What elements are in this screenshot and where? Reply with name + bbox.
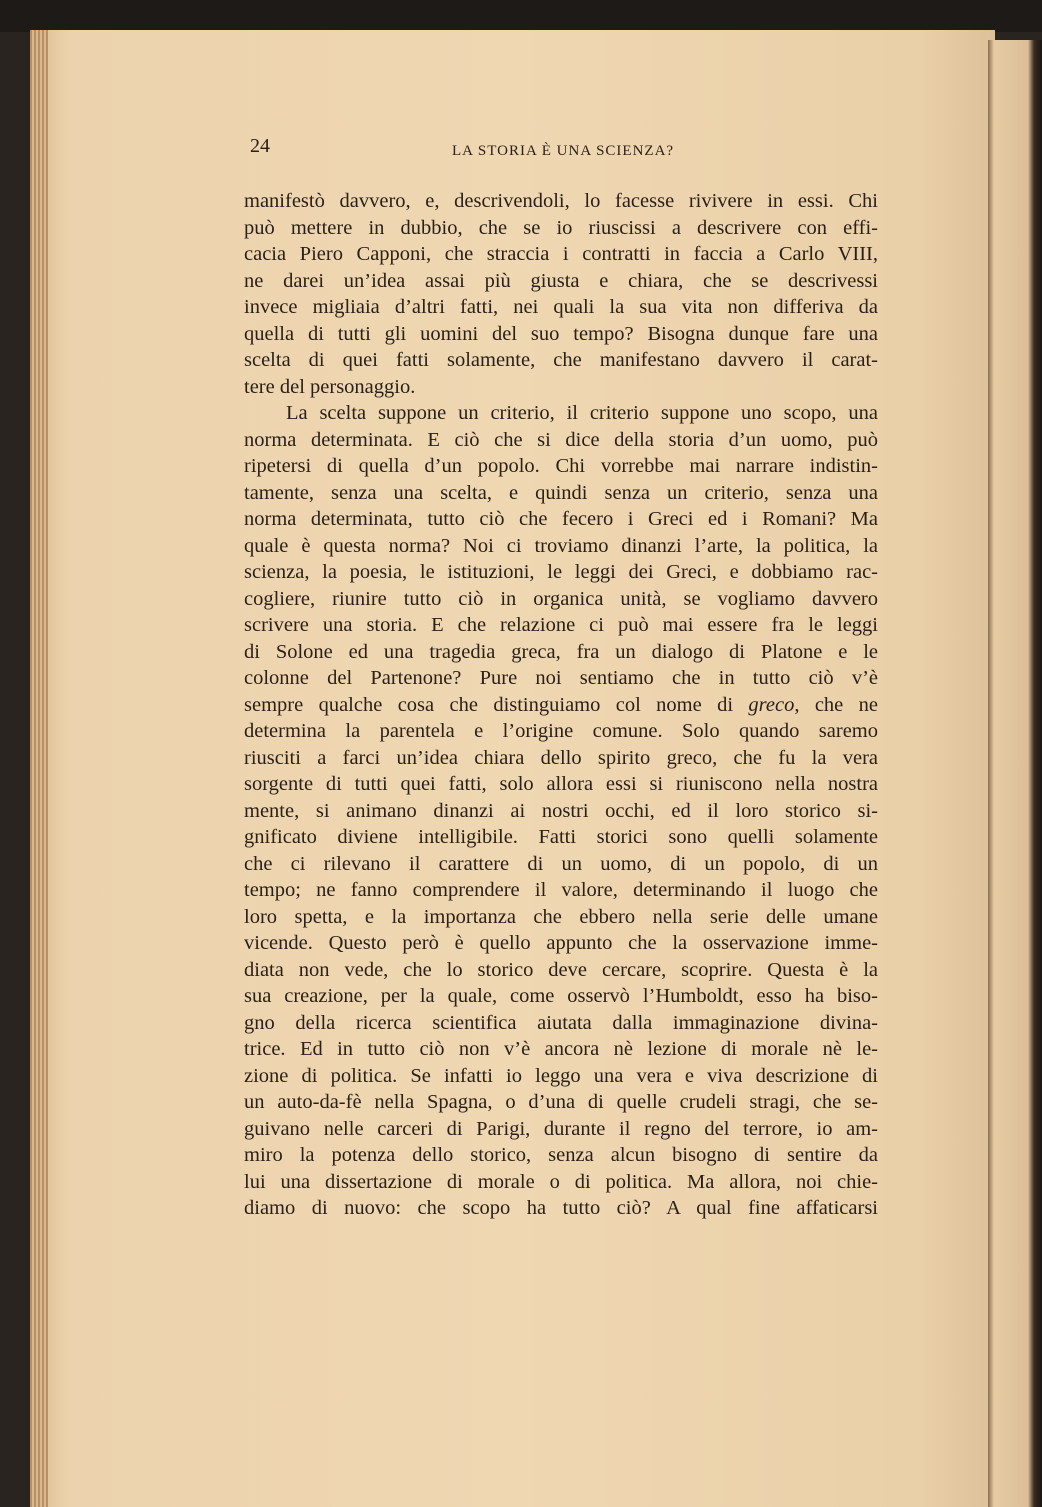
text-line: [244, 851, 878, 878]
text-segment: sua creazione, per la quale, come osservò l’Humboldt, esso ha biso-: [244, 985, 878, 1007]
text-line: [244, 427, 878, 454]
text-line: [244, 400, 878, 427]
text-segment: gnificato diviene intelligibile. Fatti storici sono quelli solamente: [244, 826, 878, 848]
text-segment: lui una dissertazione di morale o di politica. Ma allora, noi chie-: [244, 1170, 878, 1193]
text-line: [244, 1063, 878, 1090]
text-line: [244, 639, 878, 666]
text-segment: ne darei un’idea assai più giusta e chiara, che se descrivessi: [244, 269, 878, 292]
text-segment: guivano nelle carceri di Parigi, durante il regno del terrore, io am-: [244, 1117, 878, 1140]
text-line: [244, 1195, 878, 1222]
text-segment: zione di politica. Se infatti io leggo una vera e viva descrizione di: [244, 1064, 878, 1087]
text-line: [244, 506, 878, 533]
text-segment: sorgente di tutti quei fatti, solo allora essi si riuniscono nella nostra: [244, 773, 878, 795]
text-segment: tempo; ne fanno comprendere il valore, determinando il luogo che: [244, 879, 878, 901]
text-segment: che ci rilevano il carattere di un uomo, di un popolo, di un: [244, 852, 878, 875]
text-segment: diamo di nuovo: che scopo ha tutto ciò? A qual fine affaticarsi: [244, 1197, 878, 1219]
text-segment: cogliere, riunire tutto ciò in organica unità, se vogliamo davvero: [244, 587, 878, 610]
text-line: [244, 718, 878, 745]
text-segment: tamente, senza una scelta, e quindi senza un criterio, senza una: [244, 481, 878, 504]
text-line: [244, 268, 878, 295]
scan-border-top: [0, 0, 1042, 32]
text-segment: riusciti a farci un’idea chiara dello spirito greco, che fu la vera: [244, 746, 878, 769]
text-segment: mente, si animano dinanzi ai nostri occhi, ed il loro storico si-: [244, 799, 878, 822]
text-segment: norma determinata, tutto ciò che fecero i Greci ed i Romani? Ma: [244, 508, 878, 530]
text-line: [244, 480, 878, 507]
text-line: [244, 930, 878, 957]
text-segment: scelta di quei fatti solamente, che manifestano davvero il carat-: [244, 349, 878, 371]
text-line: [244, 771, 878, 798]
text-line: [244, 1036, 878, 1063]
text-line: [244, 1142, 878, 1169]
text-segment: invece migliaia d’altri fatti, nei quali la sua vita non differiva da: [244, 296, 878, 318]
text-segment: miro la potenza dello storico, senza alcun bisogno di sentire da: [244, 1144, 878, 1166]
text-line: [244, 983, 878, 1010]
text-segment: colonne del Partenone? Pure noi sentiamo che in tutto ciò v’è: [244, 667, 878, 689]
text-segment: La scelta suppone un criterio, il criterio suppone uno scopo, una: [286, 402, 878, 424]
text-line: [244, 692, 878, 719]
text-segment: determina la parentela e l’origine comune. Solo quando saremo: [244, 720, 878, 742]
text-line: [244, 824, 878, 851]
text-line: [244, 347, 878, 374]
text-segment: scienza, la poesia, le istituzioni, le leggi dei Greci, e dobbiamo rac-: [244, 561, 878, 583]
text-line: [244, 798, 878, 825]
text-segment: cacia Piero Capponi, che straccia i contratti in faccia a Carlo VIII,: [244, 243, 878, 265]
text-segment: diata non vede, che lo storico deve cercare, scoprire. Questa è la: [244, 958, 878, 981]
text-line: [244, 1089, 878, 1116]
body-text: [244, 188, 878, 1222]
text-line: [244, 612, 878, 639]
text-segment: norma determinata. E ciò che si dice della storia d’un uomo, può: [244, 428, 878, 451]
text-segment: quale è questa norma? Noi ci troviamo dinanzi l’arte, la politica, la: [244, 534, 878, 557]
page-header: [250, 135, 890, 165]
text-line: [244, 321, 878, 348]
text-line: [244, 957, 878, 984]
page-edges: [30, 30, 48, 1507]
text-segment: di Solone ed una tragedia greca, fra un dialogo di Platone e le: [244, 640, 878, 663]
text-segment: un auto-da-fè nella Spagna, o d’una di quelle crudeli stragi, che se-: [244, 1091, 878, 1113]
text-segment: scrivere una storia. E che relazione ci può mai essere fra le leggi: [244, 614, 878, 636]
text-segment: , che ne: [794, 693, 878, 716]
text-segment: quella di tutti gli uomini del suo tempo? Bisogna dunque fare una: [244, 322, 878, 345]
text-line: [244, 586, 878, 613]
text-segment: gno della ricerca scientifica aiutata dalla immaginazione divina-: [244, 1011, 878, 1034]
text-line: [244, 559, 878, 586]
text-line: [244, 1169, 878, 1196]
italic-word: greco: [748, 693, 795, 716]
text-segment: ripetersi di quella d’un popolo. Chi vorrebbe mai narrare indistin-: [244, 455, 878, 477]
text-line: [244, 188, 878, 215]
text-line: [244, 374, 878, 401]
text-line: [244, 453, 878, 480]
text-line: [244, 533, 878, 560]
text-segment: sempre qualche cosa che distinguiamo col nome di: [244, 693, 749, 716]
text-segment: loro spetta, e la importanza che ebbero nella serie delle umane: [244, 905, 878, 928]
text-line: [244, 877, 878, 904]
text-segment: trice. Ed in tutto ciò non v’è ancora nè lezione di morale nè le-: [244, 1038, 878, 1060]
text-line: [244, 665, 878, 692]
text-line: [244, 1116, 878, 1143]
text-line: [244, 745, 878, 772]
text-line: [244, 241, 878, 268]
text-segment: può mettere in dubbio, che se io riuscissi a descrivere con effi-: [244, 216, 878, 239]
text-line: [244, 294, 878, 321]
text-line: [244, 1010, 878, 1037]
text-segment: tere del personaggio.: [244, 375, 416, 398]
text-line: [244, 904, 878, 931]
text-segment: manifestò davvero, e, descrivendoli, lo facesse rivivere in essi. Chi: [244, 190, 878, 212]
page-number: 24: [250, 135, 270, 157]
text-line: [244, 215, 878, 242]
running-title: LA STORIA È UNA SCIENZA?: [452, 143, 675, 159]
text-segment: vicende. Questo però è quello appunto che la osservazione imme-: [244, 932, 878, 954]
book-cover-edge: [988, 40, 1042, 1507]
